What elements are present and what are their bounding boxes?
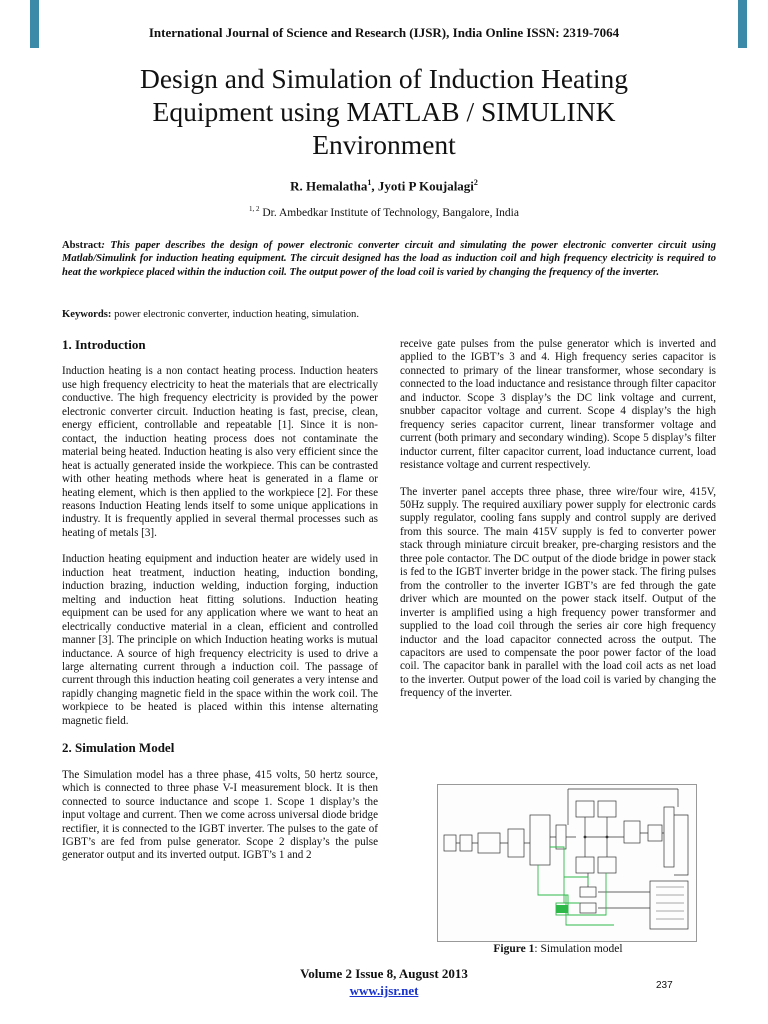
figure-label: Figure 1 <box>493 943 535 955</box>
author-1-sup: 1 <box>367 178 372 187</box>
page-number: 237 <box>656 980 673 991</box>
keywords-text: power electronic converter, induction heating, simulation. <box>111 309 360 320</box>
footer-volume: Volume 2 Issue 8, August 2013 <box>300 966 468 981</box>
affiliation <box>0 205 768 219</box>
affiliation-sup: 1, 2 <box>249 205 260 213</box>
paper-title: Design and Simulation of Induction Heating Equipment using MATLAB / SIMULINK Environment <box>139 63 629 160</box>
figure-caption <box>400 943 716 955</box>
author-separator: , <box>371 178 378 194</box>
author-1: R. Hemalatha <box>290 178 368 194</box>
simulink-diagram <box>438 785 696 941</box>
journal-header: International Journal of Science and Research (IJSR), India Online ISSN: 2319-7064 <box>148 25 620 40</box>
authors <box>0 178 768 194</box>
abstract-label: Abstract <box>62 240 102 251</box>
affiliation-text: Dr. Ambedkar Institute of Technology, Bangalore, India <box>259 206 519 219</box>
left-column <box>62 338 378 876</box>
abstract-text: : This paper describes the design of power electronic converter circuit and simulating the power electronic converter circuit using Matlab/Simulink for induction heating equipment. The circuit designed has the load as induction coil and high frequency electricity is required to heat the workpiece placed within the induction coil. The output power of the load coil is varied by changing the frequency of the inverter. <box>62 240 716 278</box>
paragraph: Induction heating equipment and induction heater are widely used in induction heat treatment, induction heating, induction bonding, induction brazing, induction welding, induction forging, induction melting and induction heat fitting solutions. Induction heating equipment can be used for any application where we want to heat an electrically conductive material in a clean, efficient and controlled manner [3]. The principle on which Induction heating works is mutual inductance. A source of high frequency electricity is used to drive a large alternating current through a induction coil. The passage of current through this induction heating coil generates a very intense and rapidly changing magnetic field in the space within the work coil. The workpiece to be heated is placed within this intense alternating magnetic field. <box>62 553 378 727</box>
right-column <box>400 338 716 714</box>
section-heading-simulation-model: 2. Simulation Model <box>62 740 175 756</box>
keywords <box>62 309 716 320</box>
keywords-label: Keywords: <box>62 309 112 320</box>
footer-url-link[interactable]: www.ijsr.net <box>349 983 419 998</box>
author-2-sup: 2 <box>473 178 478 187</box>
paragraph: Induction heating is a non contact heating process. Induction heaters use high frequency electricity to heat the materials that are electrically conductive. The high frequency electricity is provided by the power electronic converter circuit. Induction heating is fast, precise, clean, energy efficient, controllable and repeatable [1]. Since it is non-contact, the induction heating process does not contaminate the material being heated. Induction heating is also very efficient since the heat is actually generated inside the workpiece. This can be contrasted with other heating methods where heat is generated in a flame or heating element, which is then applied to the workpiece [2]. For these reasons Induction Heating lends itself to some unique applications in industry. It is frequently applied in several thermal processes such as heating of metals [3]. <box>62 365 378 539</box>
section-heading-introduction: 1. Introduction <box>62 337 146 352</box>
simulation-model-figure <box>437 784 697 942</box>
paragraph: The inverter panel accepts three phase, three wire/four wire, 415V, 50Hz supply. The required auxiliary power supply for electronic cards supply regulator, cooling fans supply and control supply are derived from this source. The main 415V supply is fed to converter power stack through miniature circuit breaker, pre-charging resistors and the three pole contactor. The DC output of the diode bridge in power stack is fed to the IGBT inverter bridge in the power stack. The firing pulses from the controller to the inverter IGBT’s are fed through the gate driver which are mounted on the power stack itself. Output of the inverter is amplified using a high frequency power transformer and supplied to the load coil through the series air core high frequency inductor and the load capacitor connected across the output. The capacitors are used to compensate the poor power factor of the load coil. The capacitor bank in parallel with the load coil acts as net load to the inverter. Output power of the load coil is varied by changing the frequency of the inverter. <box>400 485 716 700</box>
figure-caption-text: : Simulation model <box>534 943 623 955</box>
abstract <box>62 239 716 279</box>
author-2: Jyoti P Koujalagi <box>377 178 474 194</box>
paragraph: receive gate pulses from the pulse generator which is inverted and applied to the IGBT’s 3 and 4. High frequency series capacitor is connected to primary of the linear transformer, whose secondary is connected to the load inductance and resistance through filter capacitor and inductor. Scope 3 display’s the DC link voltage and current, snubber capacitor voltage and current. Scope 4 display’s the high frequency series capacitor current, linear transformer voltage and current (both primary and secondary winding). Scope 5 display’s filter inductor current, filter capacitor current, load inductance current, load resistance voltage and current respectively. <box>400 338 716 472</box>
paragraph: The Simulation model has a three phase, 415 volts, 50 hertz source, which is connected to three phase V-I measurement block. It is then connected to source inductance and scope 1. Scope 1 display’s the input voltage and current. Then we come across universal diode bridge rectifier, it is connected to the IGBT inverter. The pulses to the gate of IGBT’s are fed from pulse generator. Scope 2 display’s the pulse generator output and its inverted output. IGBT’s 1 and 2 <box>62 768 378 862</box>
